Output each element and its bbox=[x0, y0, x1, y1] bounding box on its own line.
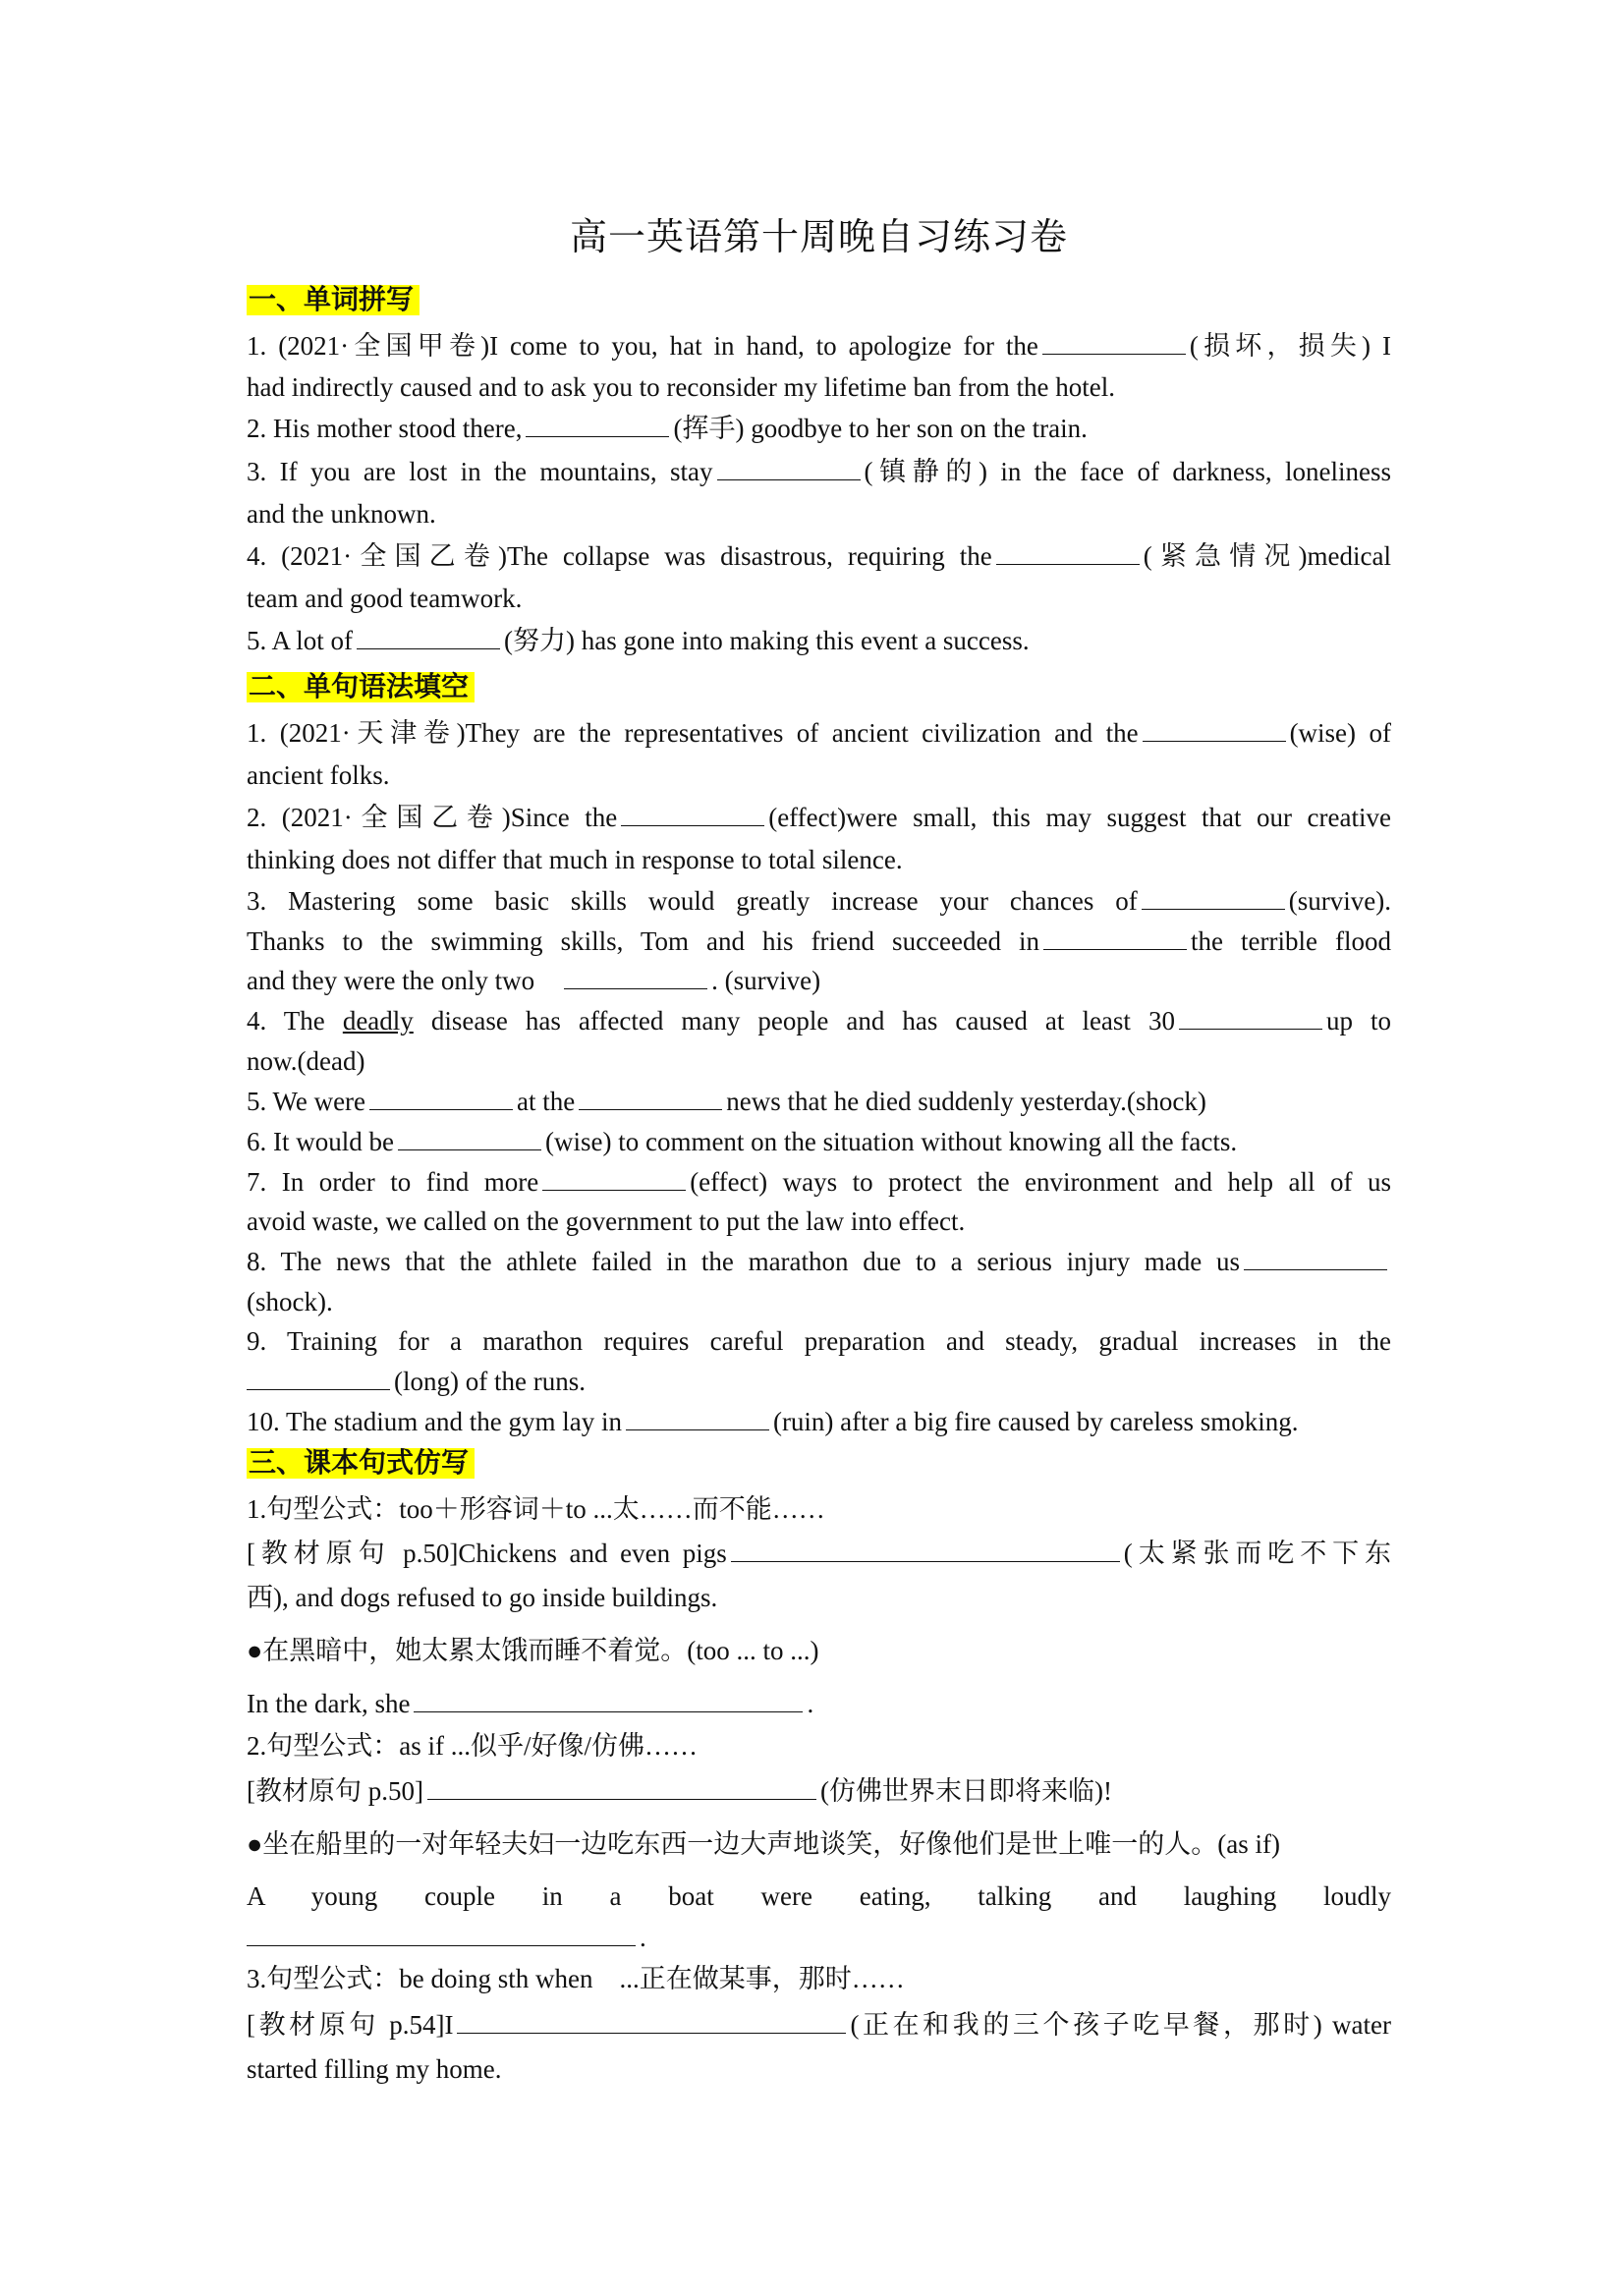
answer-blank[interactable] bbox=[564, 967, 707, 989]
section-heading-2: 二、单句语法填空 bbox=[247, 669, 475, 706]
answer-blank[interactable] bbox=[1179, 1007, 1322, 1030]
s3-f1-chinese: ●在黑暗中，她太累太饿而睡不着觉。(too ... to ...) bbox=[247, 1636, 819, 1665]
s2-q10: 10. The stadium and the gym lay in (ruin) after a big fire caused by careless smoking. bbox=[247, 1407, 1299, 1436]
s3-f2-english-line2: . bbox=[247, 1917, 1391, 1958]
s3-formula-2: 2.句型公式：as if ...似乎/好像/仿佛…… bbox=[247, 1731, 698, 1761]
s2-q8-line1: 8. The news that the athlete failed in the marathon due to a serious injury made us bbox=[247, 1241, 1391, 1282]
s2-q8-line2: (shock). bbox=[247, 1287, 333, 1316]
s1-q3-line2: and the unknown. bbox=[247, 499, 436, 529]
section-heading-3: 三、课本句式仿写 bbox=[247, 1445, 475, 1483]
answer-blank[interactable] bbox=[996, 542, 1140, 565]
answer-blank[interactable] bbox=[1244, 1248, 1387, 1270]
s1-q2: 2. His mother stood there, (挥手) goodbye to her son on the train. bbox=[247, 414, 1088, 443]
s2-q3-line1: 3. Mastering some basic skills would greatly increase your chances of (survive). bbox=[247, 886, 1391, 916]
s1-q3-line1: 3. If you are lost in the mountains, stay (镇静的) in the face of darkness, loneliness bbox=[247, 457, 1391, 486]
s2-q7-line2: avoid waste, we called on the government to put the law into effect. bbox=[247, 1206, 966, 1236]
s2-q2-line1: 2. (2021·全国乙卷)Since the (effect)were small, this may suggest that our creative bbox=[247, 803, 1391, 832]
answer-blank[interactable] bbox=[1042, 332, 1186, 355]
s2-q1-line1: 1. (2021·天津卷)They are the representatives of ancient civilization and the (wise) of bbox=[247, 718, 1391, 748]
s3-f3-original-line2: started filling my home. bbox=[247, 2054, 502, 2084]
s3-f1-english: In the dark, she . bbox=[247, 1689, 814, 1718]
s2-q2-line2: thinking does not differ that much in response to total silence. bbox=[247, 845, 903, 874]
answer-blank[interactable] bbox=[414, 1690, 803, 1712]
s2-q9-line1: 9. Training for a marathon requires careful preparation and steady, gradual increases in the bbox=[247, 1326, 1391, 1356]
answer-blank[interactable] bbox=[621, 804, 764, 826]
s2-q6: 6. It would be (wise) to comment on the situation without knowing all the facts. bbox=[247, 1127, 1238, 1156]
answer-blank[interactable] bbox=[731, 1540, 1120, 1562]
answer-blank[interactable] bbox=[579, 1088, 722, 1110]
answer-blank[interactable] bbox=[542, 1168, 686, 1191]
section-heading-1: 一、单词拼写 bbox=[247, 282, 420, 319]
s2-q3-line2: Thanks to the swimming skills, Tom and his friend succeeded in the terrible flood bbox=[247, 926, 1391, 956]
answer-blank[interactable] bbox=[398, 1128, 541, 1150]
answer-blank[interactable] bbox=[626, 1408, 769, 1430]
s1-q4-line2: team and good teamwork. bbox=[247, 584, 523, 613]
s2-q4-line2: now.(dead) bbox=[247, 1046, 365, 1076]
answer-blank[interactable] bbox=[369, 1088, 513, 1110]
s3-f3-original-line1: [教材原句 p.54]I (正在和我的三个孩子吃早餐，那时) water bbox=[247, 2010, 1391, 2040]
answer-blank[interactable] bbox=[357, 627, 500, 649]
answer-blank[interactable] bbox=[1043, 927, 1187, 950]
s1-q4-line1: 4. (2021·全国乙卷)The collapse was disastrous, requiring the (紧急情况)medical bbox=[247, 541, 1391, 571]
s2-q4-line1: 4. The deadly disease has affected many people and has caused at least 30 up to bbox=[247, 1006, 1392, 1036]
s3-f2-chinese: ●坐在船里的一对年轻夫妇一边吃东西一边大声地谈笑，好像他们是世上唯一的人。(as if) bbox=[247, 1829, 1281, 1859]
s2-q9-line2: (long) of the runs. bbox=[247, 1361, 1391, 1402]
s1-q1-line2: had indirectly caused and to ask you to reconsider my lifetime ban from the hotel. bbox=[247, 372, 1115, 402]
page-title: 高一英语第十周晚自习练习卷 bbox=[569, 217, 1068, 258]
s3-formula-1: 1.句型公式：too＋形容词＋to ...太……而不能…… bbox=[247, 1494, 825, 1524]
s1-q1-line1: 1. (2021·全国甲卷)I come to you, hat in hand, to apologize for the (损坏，损失) I bbox=[247, 331, 1391, 361]
answer-blank[interactable] bbox=[1143, 719, 1286, 742]
answer-blank[interactable] bbox=[247, 1368, 390, 1390]
s2-q5: 5. We were at the news that he died suddenly yesterday.(shock) bbox=[247, 1087, 1206, 1116]
s3-formula-3: 3.句型公式：be doing sth when ...正在做某事，那时…… bbox=[247, 1964, 905, 1993]
s3-f1-original-line2: 西), and dogs refused to go inside buildings. bbox=[247, 1583, 718, 1612]
s2-q7-line1: 7. In order to find more (effect) ways to protect the environment and help all of us bbox=[247, 1167, 1391, 1197]
s3-f2-english-line1: A young couple in a boat were eating, talking and laughing loudly bbox=[247, 1881, 1391, 1911]
answer-blank[interactable] bbox=[247, 1924, 636, 1946]
answer-blank[interactable] bbox=[526, 415, 669, 437]
s3-f1-original-line1: [教材原句 p.50]Chickens and even pigs (太紧张而吃不下东 bbox=[247, 1539, 1391, 1568]
s3-f2-original: [教材原句 p.50] (仿佛世界末日即将来临)! bbox=[247, 1776, 1112, 1806]
answer-blank[interactable] bbox=[457, 2011, 846, 2034]
answer-blank[interactable] bbox=[717, 458, 861, 480]
s1-q5: 5. A lot of (努力) has gone into making this event a success. bbox=[247, 626, 1030, 655]
s2-q1-line2: ancient folks. bbox=[247, 760, 390, 790]
answer-blank[interactable] bbox=[1142, 887, 1285, 910]
s2-q3-line3: and they were the only two . (survive) bbox=[247, 966, 821, 995]
answer-blank[interactable] bbox=[427, 1777, 816, 1800]
